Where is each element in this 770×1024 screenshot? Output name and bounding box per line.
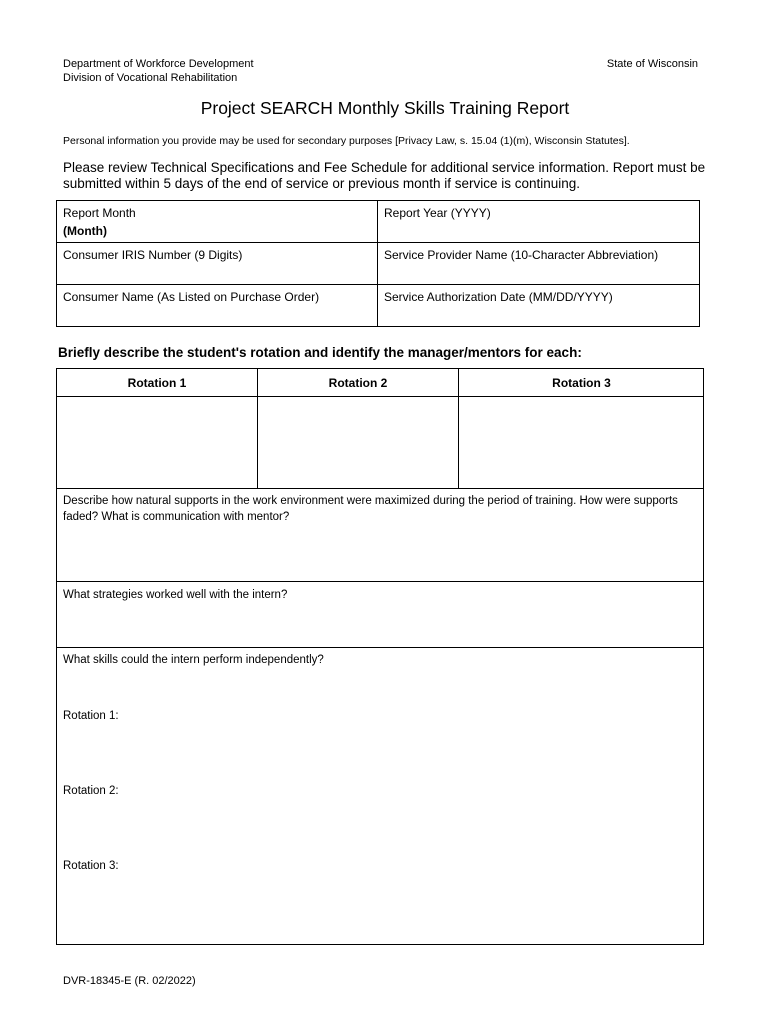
instructions-text: Please review Technical Specifications and Fee Schedule for additional service information. Report must be submitted within 5 days of the end of service or previous month if service is continuing. — [63, 160, 706, 191]
report-month-label: Report Month — [63, 206, 136, 220]
skills-rotation-2-input[interactable] — [58, 801, 702, 857]
rotation-1-input[interactable] — [58, 398, 256, 486]
rotation-2-header: Rotation 2 — [328, 376, 388, 390]
skills-rotation-1-label: Rotation 1: — [63, 710, 119, 722]
skills-rotation-3-label: Rotation 3: — [63, 860, 119, 872]
rotation-3-header: Rotation 3 — [552, 376, 611, 390]
report-month-sublabel: (Month) — [63, 224, 107, 238]
report-month-field[interactable] — [63, 204, 373, 240]
privacy-notice: Personal information you provide may be used for secondary purposes [Privacy Law, s. 15.04 (1)(m), Wisconsin Statutes]. — [63, 135, 630, 147]
rotation-2-input[interactable] — [259, 398, 457, 486]
skills-rotation-3-input[interactable] — [58, 876, 702, 942]
division-name: Division of Vocational Rehabilitation — [63, 72, 238, 84]
consumer-name-label: Consumer Name (As Listed on Purchase Order) — [63, 290, 320, 304]
auth-date-label: Service Authorization Date (MM/DD/YYYY) — [384, 290, 613, 304]
rotation-3-input[interactable] — [460, 398, 702, 486]
iris-number-label: Consumer IRIS Number (9 Digits) — [63, 248, 243, 262]
provider-name-label: Service Provider Name (10-Character Abbreviation) — [384, 248, 659, 262]
auth-date-field[interactable] — [384, 288, 696, 324]
header-left — [63, 57, 254, 85]
rotation-section-heading: Briefly describe the student's rotation and identify the manager/mentors for each: — [58, 345, 582, 360]
skills-question: What skills could the intern perform independently? — [63, 654, 324, 666]
natural-supports-question: Describe how natural supports in the work environment were maximized during the period of training. How were supports faded? What is communication with mentor? — [63, 495, 678, 523]
strategies-input[interactable] — [58, 605, 702, 645]
department-name: Department of Workforce Development — [63, 58, 254, 70]
rotation-1-header: Rotation 1 — [127, 376, 187, 390]
report-year-label: Report Year (YYYY) — [384, 206, 491, 220]
state-name: State of Wisconsin — [606, 58, 698, 70]
skills-rotation-2-label: Rotation 2: — [63, 785, 119, 797]
form-number: DVR-18345-E (R. 02/2022) — [63, 975, 196, 987]
provider-name-field[interactable] — [384, 246, 696, 282]
consumer-name-field[interactable] — [63, 288, 373, 324]
skills-rotation-1-input[interactable] — [58, 726, 702, 782]
report-year-field[interactable] — [384, 204, 694, 240]
strategies-question: What strategies worked well with the intern? — [63, 589, 288, 601]
natural-supports-input[interactable] — [58, 526, 702, 579]
iris-number-field[interactable] — [63, 246, 373, 282]
page-title: Project SEARCH Monthly Skills Training Report — [200, 98, 570, 118]
